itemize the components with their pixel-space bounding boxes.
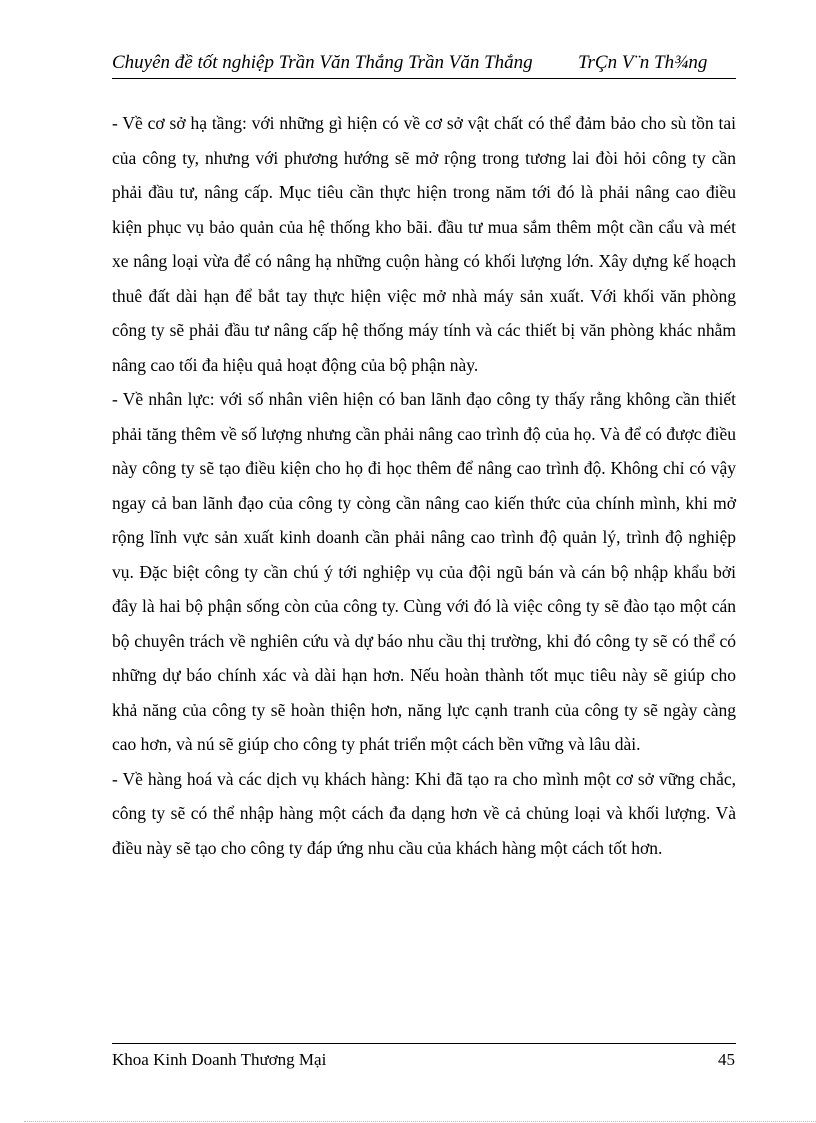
page-number: 45 [718, 1050, 735, 1069]
page-bottom-edge [24, 1121, 816, 1122]
page-header [112, 50, 736, 79]
paragraph-goods-services: - Về hàng hoá và các dịch vụ khách hàng: Khi đã tạo ra cho mình một cơ sở vững chắc, công ty sẽ có thể nhập hàng một cách đa dạng hơn về cả chủng loại và khối lượng. Và điều này sẽ tạo cho công ty đáp ứng nhu cầu của khách hàng một cách tốt hơn. [112, 768, 736, 858]
footer-divider [112, 1043, 736, 1044]
document-body [112, 106, 736, 865]
footer-department: Khoa Kinh Doanh Thương Mại [112, 1050, 327, 1069]
paragraph-human-resources: - Về nhân lực: với số nhân viên hiện có ban lãnh đạo công ty thấy rằng không cần thiết phải tăng thêm về số lượng nhưng cần phải nâng cao trình độ của họ. Và để có được điều này công ty sẽ tạo điều kiện cho họ đi học thêm để nâng cao trình độ. Không chỉ có vậy ngay cả ban lãnh đạo của công ty còng cần nâng cao kiến thức của chính mình, khi mở rộng lĩnh vực sản xuất kinh doanh cần phải nâng cao trình độ quản lý, trình độ nghiệp vụ. Đặc biệt công ty cần chú ý tới nghiệp vụ của đội ngũ bán và cán bộ nhập khẩu bởi đây là hai bộ phận sống còn của công ty. Cùng với đó là việc công ty sẽ đào tạo một cán bộ chuyên trách về nghiên cứu và dự báo nhu cầu thị trường, khi đó công ty sẽ có thể có những dự báo chính xác và dài hạn hơn. Nếu hoàn thành tốt mục tiêu này sẽ giúp cho khả năng của công ty sẽ hoàn thiện hơn, năng lực cạnh tranh của công ty sẽ ngày càng cao hơn, và nú sẽ giúp cho công ty phát triển một cách bền vững và lâu dài. [112, 389, 736, 754]
header-author: TrÇn V¨n Th¾ng [578, 52, 708, 73]
header-title: Chuyên đề tốt nghiệp Trần Văn Thắng Trần Văn Thắng [112, 52, 533, 73]
paragraph-infrastructure: - Về cơ sở hạ tầng: với những gì hiện có về cơ sở vật chất có thể đảm bảo cho sù tồn tai của công ty, nhưng với phương hướng sẽ mở rộng trong tương lai đòi hỏi công ty cần phải đầu tư, nâng cấp. Mục tiêu cần thực hiện trong năm tới đó là phải nâng cao điều kiện phục vụ bảo quản của hệ thống kho bãi. đầu tư mua sắm thêm một cần cẩu và mét xe nâng loại vừa để có nâng hạ những cuộn hàng có khối lượng lớn. Xây dựng kế hoạch thuê đất dài hạn để bắt tay thực hiện việc mở nhà máy sản xuất. Với khối văn phòng công ty sẽ phải đầu tư nâng cấp hệ thống máy tính và các thiết bị văn phòng khác nhằm nâng cao tối đa hiệu quả hoạt động của bộ phận này. [112, 113, 736, 375]
